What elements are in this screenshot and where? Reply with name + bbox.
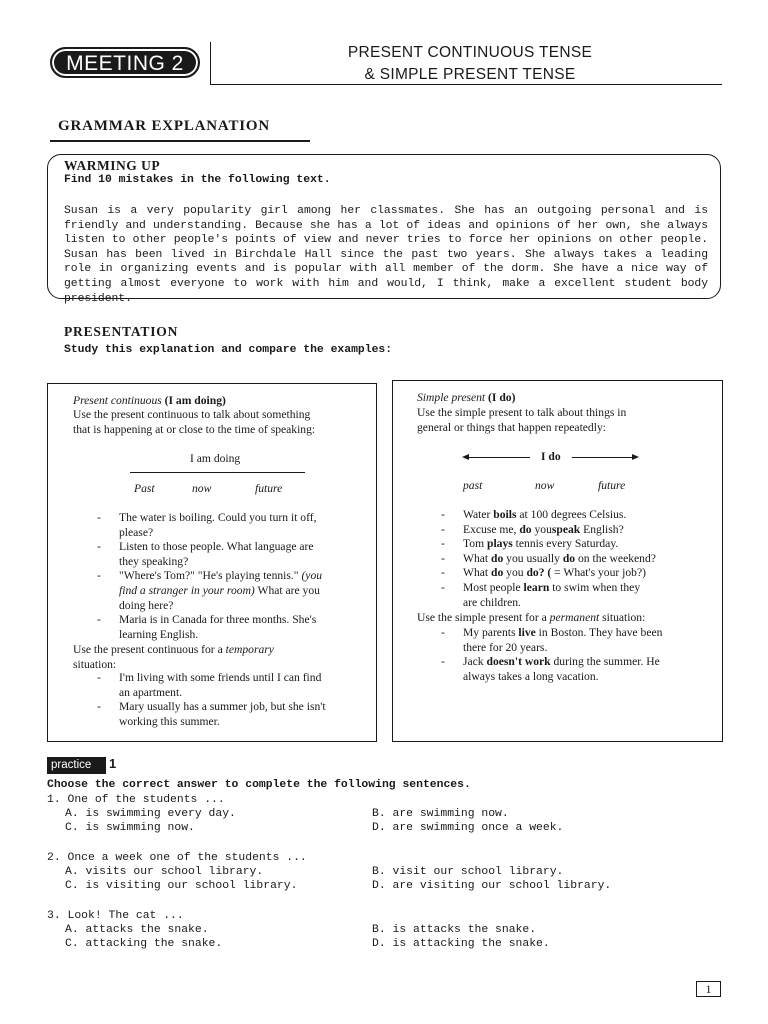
text: My parents [463, 626, 519, 639]
practice-tag: practice [47, 757, 106, 774]
simple-present-examples [463, 508, 713, 610]
temporary-rule [73, 643, 363, 672]
question-option: C. attacking the snake. [65, 938, 223, 950]
bold-verb: do [562, 551, 576, 565]
line: - Mary usually has a summer job, but she isn't [119, 700, 326, 714]
intro-line: that is happening at or close to the time of speaking: [73, 422, 316, 436]
question-option: A. visits our school library. [65, 866, 264, 878]
timeline-past: past [463, 479, 483, 492]
question-option: B. is attacks the snake. [372, 924, 537, 936]
list-item [463, 523, 713, 538]
timeline-label: I do [541, 450, 561, 463]
line: - Listen to those people. What language are [119, 540, 314, 554]
question-option: B. are swimming now. [372, 808, 509, 820]
question-option: D. are swimming once a week. [372, 822, 564, 834]
line: working this summer. [119, 714, 220, 728]
list-item [463, 537, 713, 552]
presentation-instruction: Study this explanation and compare the examples: [64, 344, 393, 356]
meeting-badge [50, 47, 200, 78]
question-stem: 1. One of the students ... [47, 794, 225, 806]
bold-verb: live [518, 626, 536, 639]
list-item [119, 613, 355, 642]
line: learning English. [119, 627, 199, 641]
line: - The water is boiling. Could you turn it off, [119, 511, 317, 524]
bold-verb: speak [551, 522, 581, 536]
header-title-line1: PRESENT CONTINUOUS TENSE [347, 44, 593, 61]
list-item [463, 552, 713, 567]
list-item [463, 566, 713, 581]
line: are children. [463, 595, 521, 609]
question-stem: 2. Once a week one of the students ... [47, 852, 307, 864]
list-item [119, 511, 355, 540]
grammar-explanation-title: GRAMMAR EXPLANATION [50, 118, 310, 142]
timeline-past: Past [134, 482, 155, 495]
text: Jack [463, 655, 487, 669]
text: Use the simple present for a [417, 611, 547, 624]
list-item [463, 581, 713, 610]
warming-up-title: WARMING UP [64, 158, 161, 173]
text: at 100 degrees Celsius. [516, 508, 627, 521]
bold-verb: do [519, 522, 532, 536]
line: an apartment. [119, 685, 183, 699]
text: Water [463, 508, 494, 521]
line: please? [119, 525, 154, 539]
text: What [463, 566, 492, 580]
temporary-examples [119, 671, 359, 729]
question-option: C. is visiting our school library. [65, 880, 298, 892]
bold-verb: do? ( [526, 566, 552, 580]
heading-italic: Simple present [417, 391, 486, 404]
text: What [463, 551, 492, 565]
bold-verb: plays [487, 537, 513, 551]
simple-present-intro [417, 406, 717, 435]
header-divider-vertical [210, 42, 211, 84]
question-option: C. is swimming now. [65, 822, 195, 834]
list-item [119, 569, 355, 613]
italic-note: find a stranger in your room) [119, 583, 255, 597]
arrow-right-icon [632, 454, 639, 460]
list-item [463, 508, 713, 523]
intro-line: Use the simple present to talk about things in [417, 406, 627, 419]
question-option: A. is swimming every day. [65, 808, 236, 820]
heading-italic: Present continuous [73, 394, 162, 407]
timeline-line [130, 472, 305, 473]
list-item [119, 700, 359, 729]
present-continuous-examples [119, 511, 355, 642]
presentation-title: PRESENTATION [64, 324, 179, 339]
heading-form: (I do) [485, 391, 516, 404]
line: Use the present continuous for a [73, 643, 223, 656]
simple-present-heading [417, 391, 515, 406]
question-option: B. visit our school library. [372, 866, 564, 878]
heading-form: (I am doing) [161, 394, 226, 407]
text: English? [580, 522, 624, 536]
meeting-label: MEETING 2 [66, 52, 184, 75]
list-item [119, 671, 359, 700]
text: = What's your job?) [551, 566, 646, 580]
line: - Maria is in Canada for three months. She's [119, 613, 317, 627]
line: there for 20 years. [463, 640, 548, 654]
warming-up-instruction: Find 10 mistakes in the following text. [64, 174, 331, 186]
intro-line: general or things that happen repeatedly: [417, 420, 606, 434]
permanent-examples [463, 626, 713, 684]
text: during the summer. He [550, 655, 660, 669]
line: they speaking? [119, 554, 189, 568]
text: Most people [463, 580, 524, 594]
timeline-label: I am doing [190, 452, 241, 465]
bold-verb: doesn't work [486, 655, 551, 669]
present-continuous-intro [73, 408, 373, 437]
text: Excuse me, [463, 522, 520, 536]
text: on the weekend? [575, 551, 656, 565]
line: What are you [257, 583, 320, 597]
line: "Where's Tom?" "He's playing tennis." [119, 569, 299, 583]
page-number: 1 [696, 981, 721, 997]
present-continuous-heading [73, 394, 226, 409]
text: you usually [503, 551, 563, 565]
question-option: A. attacks the snake. [65, 924, 209, 936]
timeline-line [468, 457, 530, 458]
text: you [503, 566, 527, 580]
timeline-line [572, 457, 632, 458]
question-stem: 3. Look! The cat ... [47, 910, 184, 922]
intro-line: Use the present continuous to talk about something [73, 408, 311, 421]
bold-verb: boils [493, 508, 517, 521]
text: Tom [463, 537, 487, 551]
bold-verb: do [491, 551, 504, 565]
text: you [531, 522, 552, 536]
bold-verb: do [491, 566, 504, 580]
line: always takes a long vacation. [463, 669, 599, 683]
practice-instruction: Choose the correct answer to complete the following sentences. [47, 779, 471, 791]
line: doing here? [119, 598, 174, 612]
bold-verb: learn [523, 580, 550, 594]
line: situation: [73, 657, 117, 671]
list-item [463, 655, 713, 684]
timeline-now: now [535, 479, 555, 492]
list-item [119, 540, 355, 569]
text: to swim when they [549, 580, 641, 594]
italic-word: permanent [549, 611, 600, 624]
warming-up-text: Susan is a very popularity girl among her classmates. She has an outgoing personal and is friendly and understanding. Because she has a lot of ideas and opinions of her own, she always listen to other people's points of view and never tries to force her opinions on other people. Susan has been lived in Birchdale Hall since the past two years. She always takes a leading role in organizing events and is popular with all member of the dorm. She have a nice way of getting almost everyone to work with him and would, I think, make a excellent student body president. [64, 205, 708, 305]
text: in Boston. They have been [535, 626, 663, 639]
permanent-rule [417, 611, 717, 626]
question-option: D. are visiting our school library. [372, 880, 612, 892]
list-item [463, 626, 713, 655]
line: - I'm living with some friends until I can find [119, 671, 322, 684]
question-option: D. is attacking the snake. [372, 938, 550, 950]
header-title-line2: & SIMPLE PRESENT TENSE [364, 66, 576, 83]
timeline-future: future [598, 479, 626, 492]
timeline-now: now [192, 482, 212, 495]
text: situation: [602, 611, 646, 624]
text: tennis every Saturday. [512, 537, 619, 551]
timeline-future: future [255, 482, 283, 495]
practice-number: 1 [109, 756, 117, 771]
italic-note: (you [301, 569, 323, 583]
italic-word: temporary [225, 643, 274, 656]
header-divider-horizontal [210, 84, 722, 85]
